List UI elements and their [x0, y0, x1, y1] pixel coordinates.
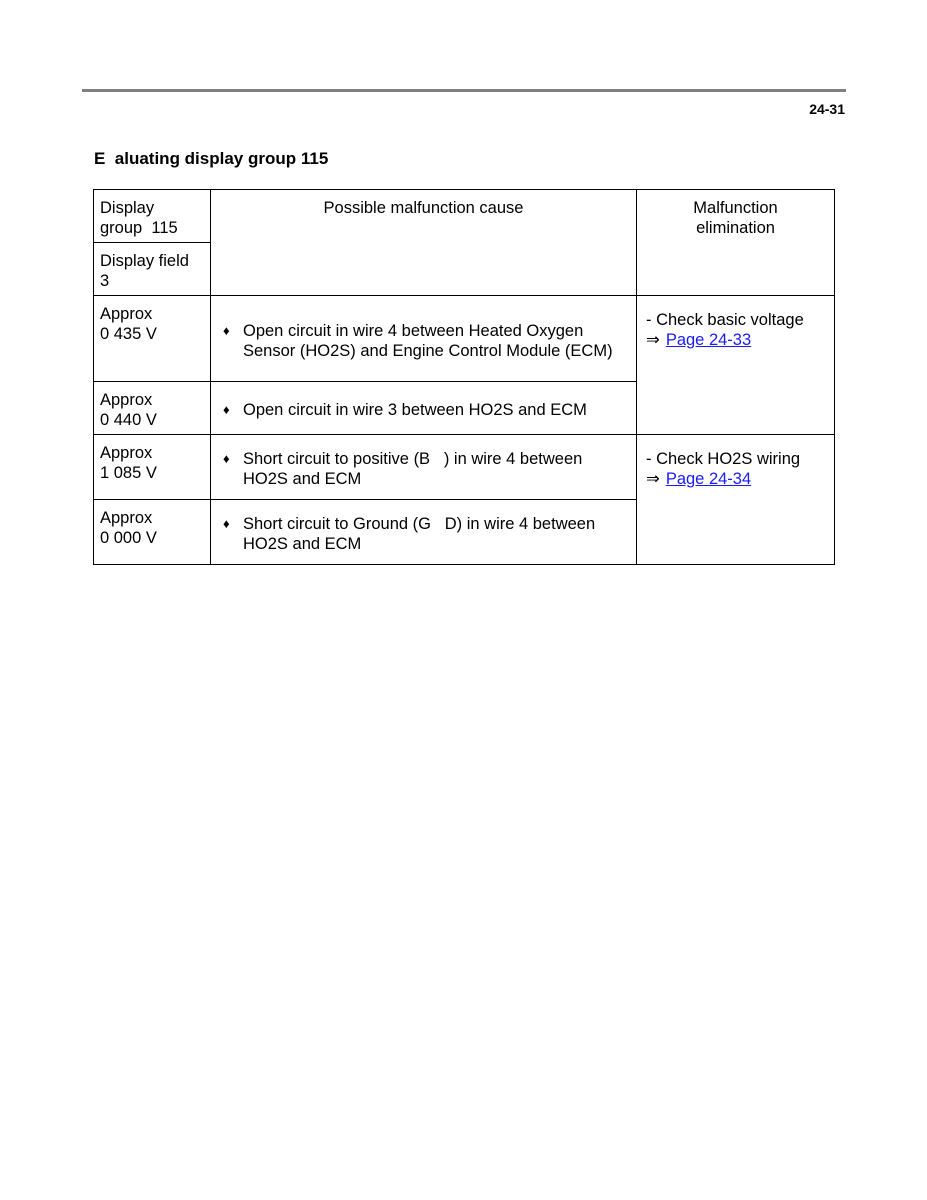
header-rule [82, 89, 846, 92]
value-cell: Approx 0 440 V [94, 382, 211, 435]
table-row [94, 296, 835, 382]
value-cell: Approx 0 000 V [94, 500, 211, 565]
elimination-link-line [646, 469, 828, 489]
cause-text: Short circuit to Ground (G D) in wire 4 between HO2S and ECM [243, 515, 600, 553]
cause-cell [211, 500, 637, 565]
cause-cell [211, 435, 637, 500]
header-cause: Possible malfunction cause [211, 190, 637, 296]
arrow-right-icon: ⇒ [646, 331, 660, 349]
bullet-icon: ♦ [223, 402, 230, 417]
header-display-field: Display field 3 [94, 243, 211, 296]
cause-cell [211, 296, 637, 382]
bullet-icon: ♦ [223, 451, 230, 466]
page-number: 24-31 [809, 101, 845, 117]
value-cell: Approx 0 435 V [94, 296, 211, 382]
elimination-text: - Check HO2S wiring [646, 450, 801, 468]
elimination-text: - Check basic voltage [646, 311, 804, 329]
section-title: E aluating display group 115 [94, 149, 329, 168]
cause-text: Short circuit to positive (B ) in wire 4 between HO2S and ECM [243, 450, 587, 488]
arrow-right-icon: ⇒ [646, 470, 660, 488]
cause-text: Open circuit in wire 4 between Heated Oxygen Sensor (HO2S) and Engine Control Module (ECM) [243, 321, 613, 360]
value-cell: Approx 1 085 V [94, 435, 211, 500]
elimination-cell [637, 435, 835, 565]
bullet-icon: ♦ [223, 322, 230, 338]
elimination-link-line [646, 330, 828, 350]
header-elimination: Malfunction elimination [637, 190, 835, 296]
page-link[interactable]: Page 24-33 [665, 331, 752, 349]
diagnosis-table [93, 189, 835, 565]
table-header-row [94, 190, 835, 243]
cause-text: Open circuit in wire 3 between HO2S and ECM [243, 401, 587, 419]
cause-cell [211, 382, 637, 435]
bullet-icon: ♦ [223, 516, 230, 531]
table-row [94, 435, 835, 500]
elimination-cell [637, 296, 835, 435]
header-display-group: Display group 115 [94, 190, 211, 243]
page-link[interactable]: Page 24-34 [665, 470, 752, 488]
